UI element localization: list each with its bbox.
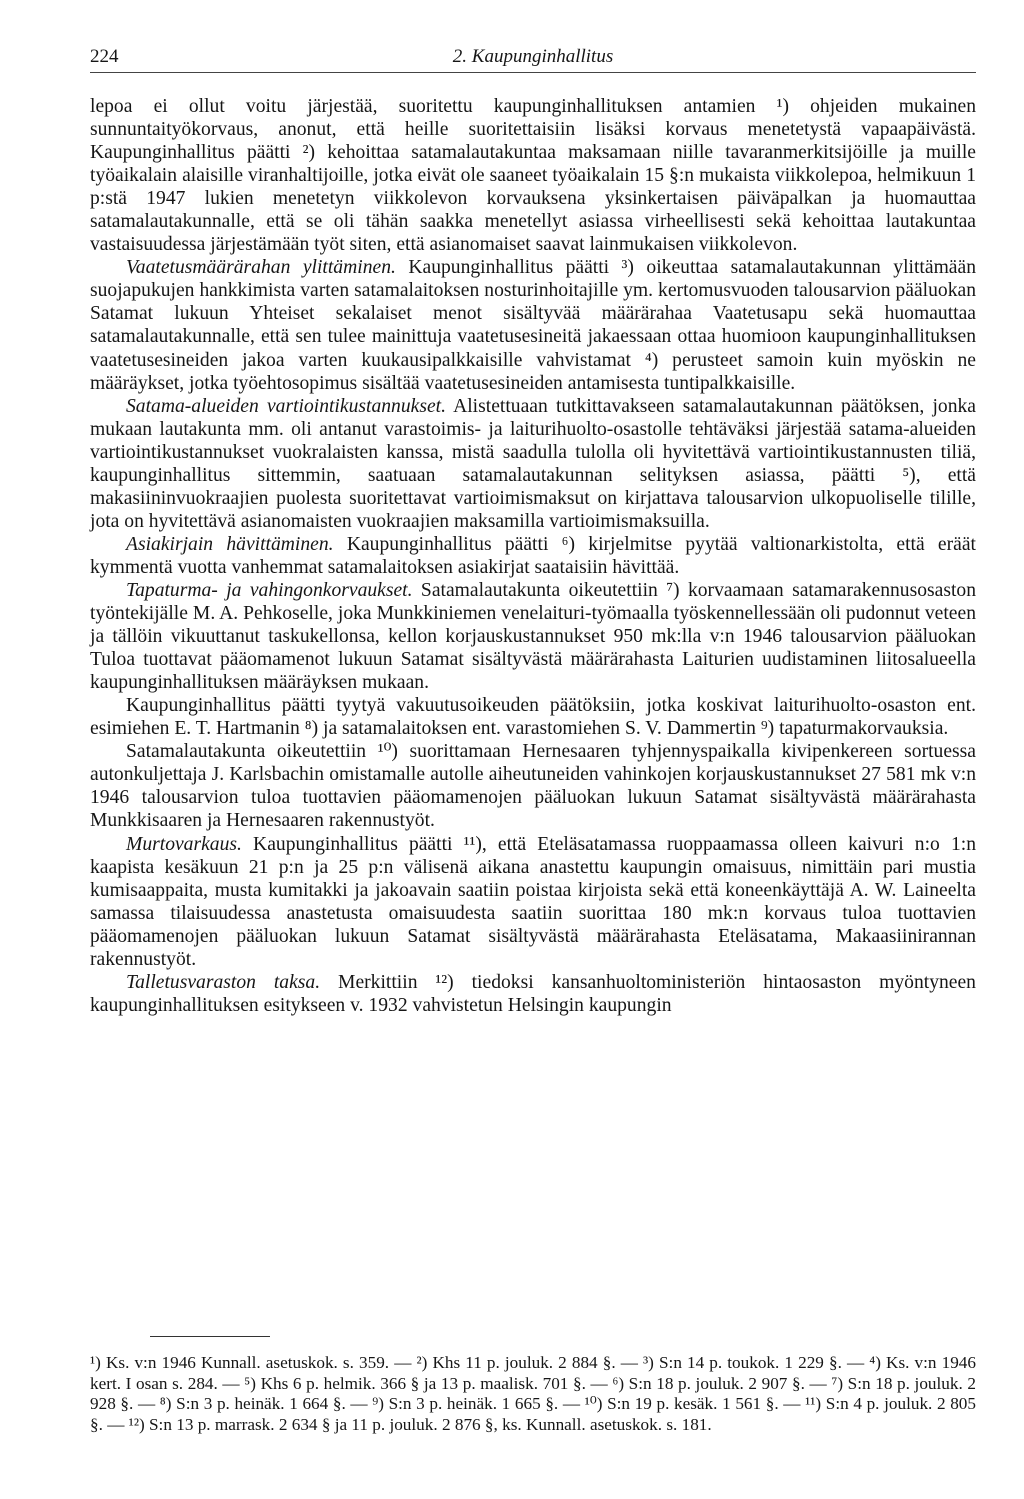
paragraph-heading: Talletusvaraston taksa. [126, 971, 321, 993]
paragraph-text: Satamalautakunta oikeutettiin ⁷) korvaamaan satamarakennusosaston työntekijälle M. A. Pehkoselle, joka Munkkiniemen venelaituri-työmaalla työskennellessään oli pudonnut veteen ja tällöin vikuuttanut taskukellonsa, kellon korjauskustannukset 950 mk:lla v:n 1946 talousarvion pääluokan Tuloa tuottavat pääomamenot lukuun Satamat sisältyvästä määrärahasta Laiturien uudistaminen liitosalueella kaupunginhallituksen määräyksen mukaan. [90, 579, 976, 694]
body-text [90, 95, 976, 1017]
footnote-text: ¹) Ks. v:n 1946 Kunnall. asetuskok. s. 359. — ²) Khs 11 p. jouluk. 2 884 §. — ³) S:n 14 p. toukok. 1 229 §. — ⁴) Ks. v:n 1946 kert. I osan s. 284. — ⁵) Khs 6 p. helmik. 366 § ja 13 p. maalisk. 701 §. — ⁶) S:n 18 p. jouluk. 2 907 §. — ⁷) S:n 18 p. jouluk. 2 928 §. — ⁸) S:n 3 p. heinäk. 1 664 §. — ⁹) S:n 3 p. heinäk. 1 665 §. — ¹⁰) S:n 19 p. kesäk. 1 561 §. — ¹¹) S:n 4 p. jouluk. 2 805 §. — ¹²) S:n 13 p. marrask. 2 634 § ja 11 p. jouluk. 2 876 §, ks. Kunnall. asetuskok. s. 181. [90, 1353, 976, 1434]
paragraph-heading: Vaatetusmäärärahan ylittäminen. [126, 257, 396, 279]
paragraph-text: Kaupunginhallitus päätti ³) oikeuttaa satamalautakunnan ylittämään suojapukujen hankkimista varten satamalaitoksen nosturinhoitajille ym. kertomusvuoden talousarvion pääluokan Satamat lukuun Yhteiset sekalaiset menot sisältyvää määrärahaa Vaatetusapu sekä huomauttaa satamalautakunnalle, että sen tulee mainittuja vaatetusesineitä jakaessaan ottaa huomioon kaupunginhallituksen vaatetusesineiden jakoa varten kuukausipalkkaisille vahvistamat ⁴) perusteet samoin kuin myöskin ne määräykset, jotka työehtosopimus sisältää vaatetusesineiden antamisesta tuntipalkkaisille. [90, 257, 976, 394]
paragraph [90, 694, 976, 740]
footnote-divider [150, 1336, 270, 1337]
paragraph [90, 95, 976, 256]
paragraph [90, 833, 976, 971]
paragraph [90, 971, 976, 1017]
paragraph [90, 533, 976, 579]
paragraph [90, 579, 976, 694]
paragraph [90, 256, 976, 394]
paragraph-text: Kaupunginhallitus päätti tyytyä vakuutusoikeuden päätöksiin, jotka koskivat laiturihuolto-osaston ent. esimiehen E. T. Hartmanin ⁸) ja satamalaitoksen ent. varastomiehen S. V. Dammertin ⁹) tapaturmakorvauksia. [90, 695, 976, 740]
paragraph-heading: Murtovarkaus. [126, 833, 242, 855]
paragraph-text: lepoa ei ollut voitu järjestää, suoritettu kaupunginhallituksen antamien ¹) ohjeiden mukainen sunnuntaityökorvaus, anonut, että heille suoritettaisiin lisäksi korvaus menetetystä vapaapäivästä. Kaupunginhallitus päätti ²) kehoittaa satamalautakuntaa maksamaan niille tavaranmerkitsijöille ja muille työaikalain alaisille viranhaltijoille, jotka eivät ole saaneet työaikalain 15 §:n mukaista viikkolepoa, helmikuun 1 p:stä 1947 lukien menetetyn viikkolevon korvauksena yksinkertaisen päiväpalkan ja huomauttaa satamalautakunnalle, että se oli tähän saakka menetellyt asiassa virheellisesti sekä kehoittaa lautakuntaa vastaisuudessa järjestämään työt siten, että asianomaiset saavat lainmukaisen viikkolevon. [90, 96, 976, 256]
document-page [90, 42, 977, 1434]
paragraph [90, 395, 976, 533]
page-number: 224 [90, 46, 119, 67]
paragraph-text: Alistettuaan tutkittavakseen satamalautakunnan päätöksen, jonka mukaan lautakunta mm. oli antanut varastoimis- ja laiturihuolto-osastolle tehtäväksi järjestää satama-alueiden vartiointikustannukset vuokralaisten kanssa, mistä saadulla tulolla oli hyvitettävä vartiointikustannusten tiliä, kaupunginhallitus sittemmin, saatuaan satamalautakunnan selityksen asiassa, päätti ⁵), että makasiininvuokraajien puolesta suoritettavat vartioimismaksut on kirjattava talousarvion ulkopuoliselle tilille, jota on hyvitettävä asianomaisten vuokraajien maksamilla vartioimismaksuilla. [90, 395, 977, 532]
paragraph [90, 740, 976, 832]
page-header [90, 42, 976, 73]
running-title: 2. Kaupunginhallitus [452, 46, 614, 67]
paragraph-heading: Tapaturma- ja vahingonkorvaukset. [126, 579, 413, 601]
paragraph-heading: Satama-alueiden vartiointikustannukset. [126, 395, 446, 417]
paragraph-text: Merkittiin ¹²) tiedoksi kansanhuoltoministeriön hintaosaston myöntyneen kaupunginhallituksen esitykseen v. 1932 vahvistetun Helsingin kaupungin [90, 971, 976, 1016]
paragraph-text: Satamalautakunta oikeutettiin ¹⁰) suorittamaan Hernesaaren tyhjennyspaikalla kivipenkereen sortuessa autonkuljettaja J. Karlsbachin omistamalle autolle aiheutuneiden vahinkojen korjauskustannukset 27 581 mk v:n 1946 talousarvion tuloa tuottavien pääomamenojen pääluokan lukuun Satamat sisältyvästä määrärahasta Munkkisaaren ja Hernesaaren rakennustyöt. [90, 741, 976, 832]
footnotes [90, 1336, 976, 1435]
paragraph-text: Kaupunginhallitus päätti ⁶) kirjelmitse pyytää valtionarkistolta, että eräät kymmentä vuotta vanhemmat satamalaitoksen asiakirjat saataisiin hävittää. [90, 533, 976, 578]
paragraph-heading: Asiakirjain hävittäminen. [126, 533, 334, 555]
paragraph-text: Kaupunginhallitus päätti ¹¹), että Eteläsatamassa ruoppaamassa olleen kaivuri n:o 1:n kaapista kesäkuun 21 p:n ja 25 p:n välisenä aikana anastettu kaupungin omaisuus, nimittäin pari mustia kumisaappaita, musta kumitakki ja jakoavain saatiin poistaa kirjoista sekä että koneenkäyttäjä A. W. Laineelta samassa tilaisuudessa anastetusta omaisuudesta saatiin suorittaa 180 mk:n korvaus tuloa tuottavien pääomamenojen pääluokan lukuun Satamat sisältyvästä määrärahasta Eteläsatama, Makaasiinirannan rakennustyöt. [90, 833, 976, 970]
